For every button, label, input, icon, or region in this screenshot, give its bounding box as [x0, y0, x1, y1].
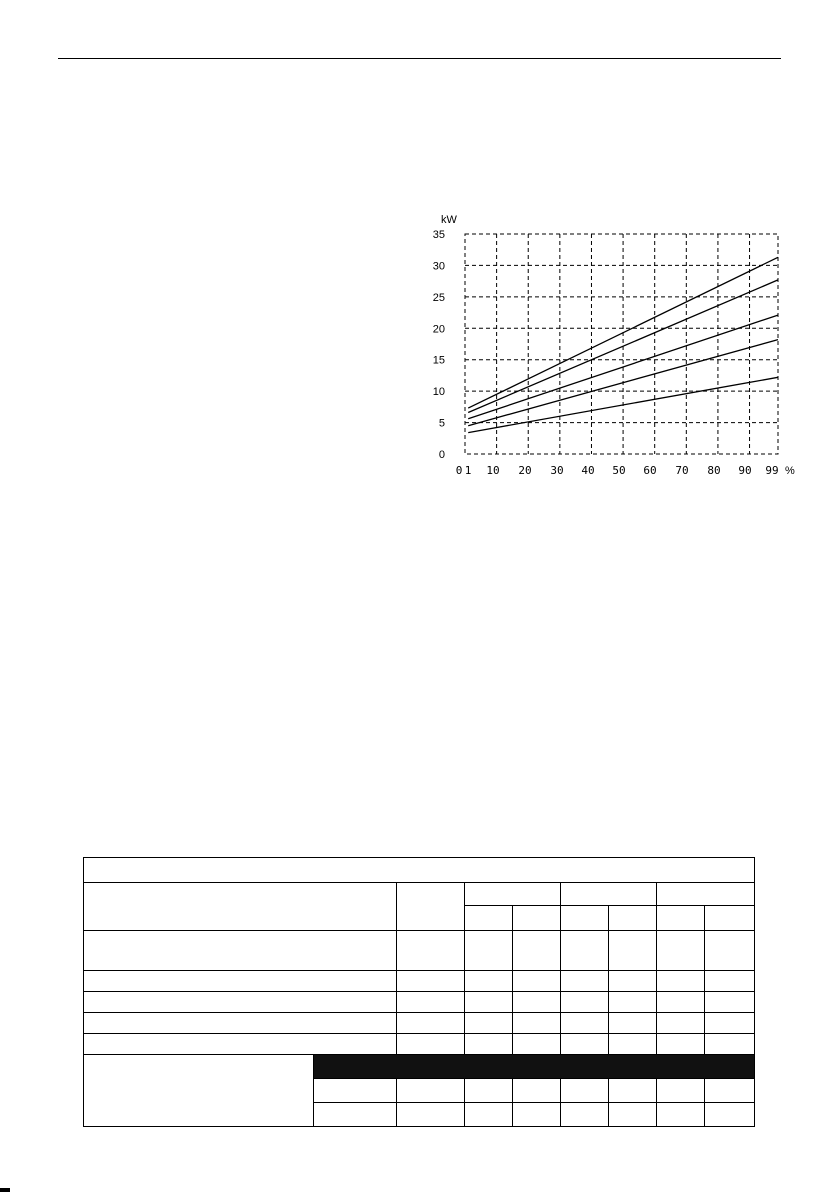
table-subheader	[705, 906, 755, 931]
table-row	[84, 992, 755, 1013]
table-subheader	[609, 906, 657, 931]
table-group-header	[657, 883, 755, 906]
table-group-header	[465, 883, 561, 906]
table-title	[84, 858, 755, 883]
x-tick-label: 80	[707, 464, 721, 477]
x-tick-label: 70	[675, 464, 689, 477]
x-tick-label: 1	[464, 464, 472, 477]
y-tick-label: 10	[432, 386, 445, 399]
table-subheader	[465, 906, 513, 931]
x-tick-label: 99	[765, 464, 779, 477]
table-subheader	[657, 906, 705, 931]
y-tick-label: 0	[438, 449, 445, 461]
y-tick-label: 30	[432, 260, 445, 273]
table-row-header	[84, 1055, 314, 1127]
x-tick-label: 60	[643, 464, 657, 477]
table-header-cell	[397, 883, 465, 931]
x-tick-label: 10	[486, 464, 500, 477]
table-row	[84, 1013, 755, 1034]
y-tick-label: 35	[432, 229, 445, 241]
x-axis-unit: %	[785, 465, 795, 477]
specification-table	[83, 857, 755, 1127]
table-header-cell	[84, 883, 397, 931]
y-tick-label: 15	[432, 354, 445, 367]
table-subheader	[513, 906, 561, 931]
table-row	[84, 971, 755, 992]
table-row	[84, 1055, 755, 1079]
table-row	[84, 931, 755, 971]
table-dark-band	[314, 1055, 755, 1079]
page-corner-mark	[0, 1188, 10, 1192]
chart-frame	[465, 234, 778, 454]
y-tick-label: 20	[432, 323, 445, 336]
table-group-header	[561, 883, 657, 906]
x-axis-ticks	[456, 464, 779, 477]
table-row	[84, 1034, 755, 1055]
x-tick-label: 20	[518, 464, 532, 477]
x-tick-label: 90	[738, 464, 752, 477]
y-tick-label: 25	[432, 291, 445, 304]
y-axis-unit: kW	[441, 214, 457, 226]
x-tick-label: 30	[550, 464, 564, 477]
chart-grid	[465, 234, 778, 454]
x-tick-label: 40	[581, 464, 595, 477]
table-subheader	[561, 906, 609, 931]
y-axis-ticks	[433, 229, 445, 461]
x-tick-label: 0	[455, 464, 463, 477]
x-tick-label: 50	[612, 464, 626, 477]
power-chart	[0, 0, 840, 520]
y-tick-label: 5	[438, 417, 445, 430]
